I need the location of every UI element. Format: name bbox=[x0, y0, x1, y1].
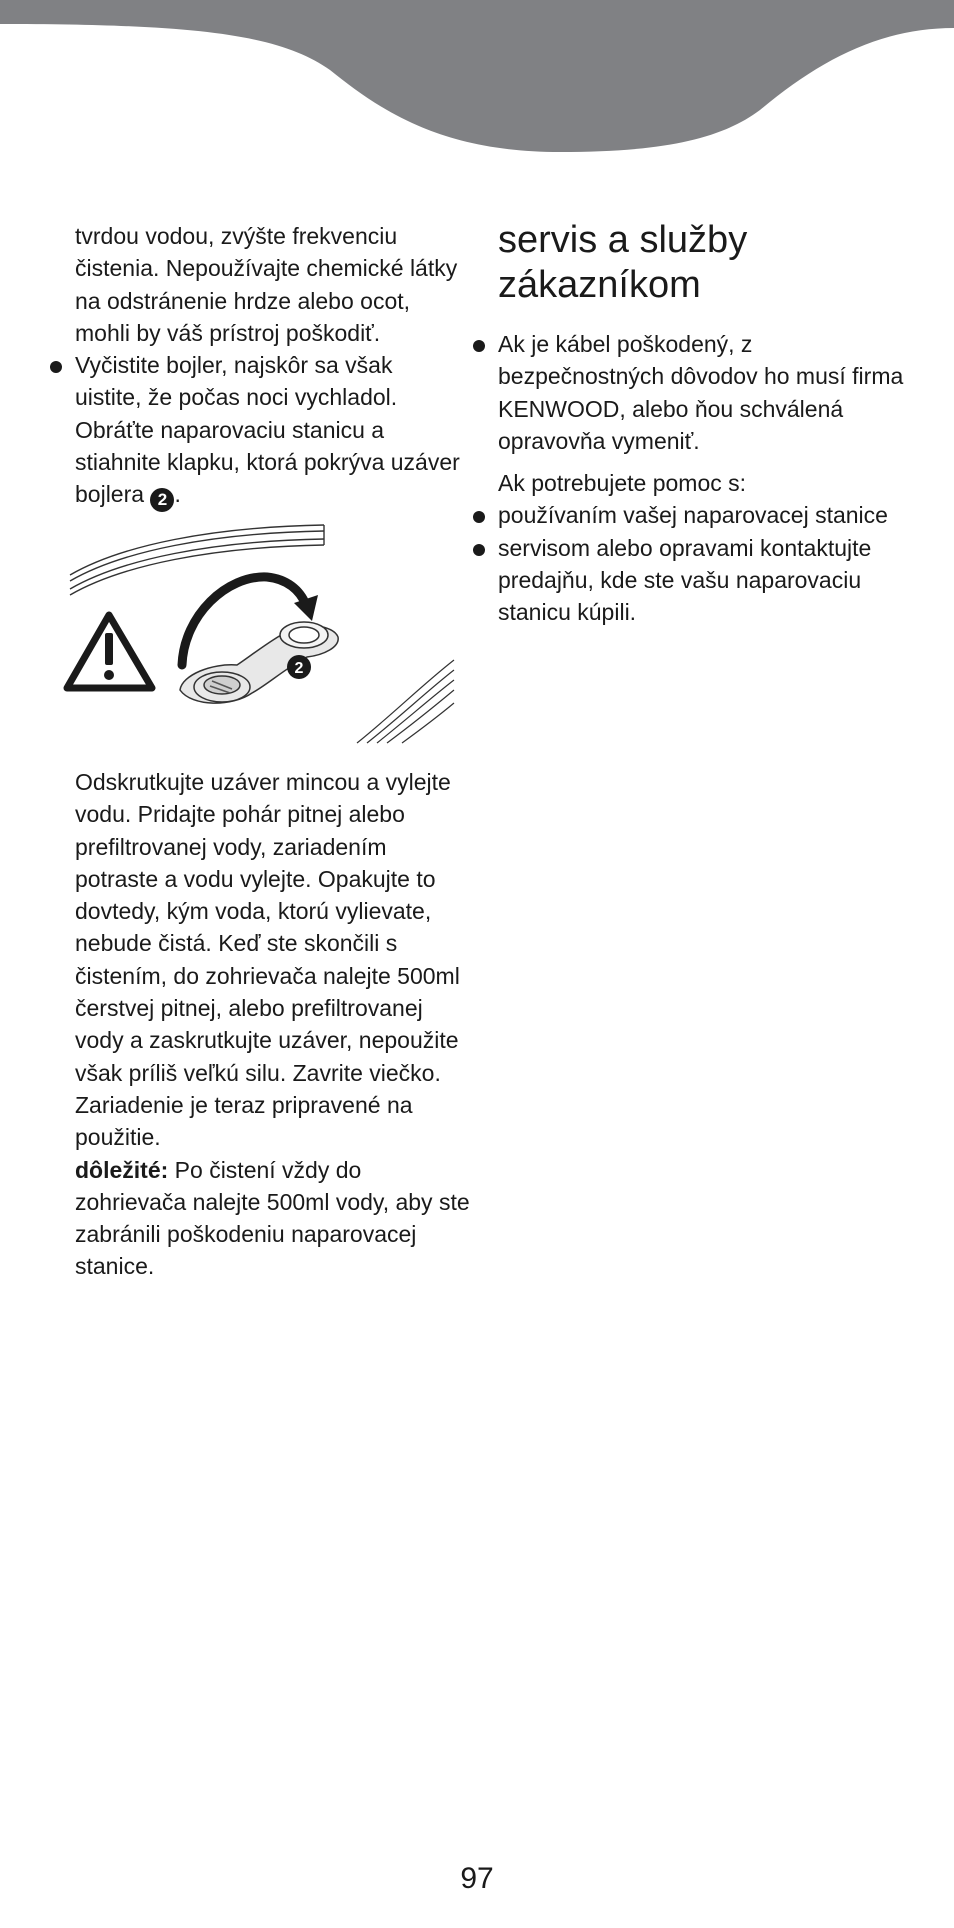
section-heading: servis a služby zákazníkom bbox=[498, 219, 748, 306]
cleaning-instructions bbox=[75, 766, 470, 1283]
bullet-damaged-cable: Ak je kábel poškodený, z bezpečnostných dôvodov ho musí firma KENWOOD, alebo ňou schválená opravovňa vymeniť. bbox=[498, 328, 908, 457]
header-wave-shape bbox=[0, 0, 954, 152]
warning-icon bbox=[67, 615, 152, 688]
paragraph-hard-water: tvrdou vodou, zvýšte frekvenciu čistenia. Nepoužívajte chemické látky na odstránenie hrdze alebo ocot, mohli by váš prístroj poškodiť. bbox=[75, 223, 458, 346]
paragraph-unscrew-cap: Odskrutkujte uzáver mincou a vylejte vodu. Pridajte pohár pitnej alebo prefiltrovanej vody, zariadením potraste a vodu vylejte. Opakujte to dovtedy, kým voda, ktorú vylievate, nebude čistá. Keď ste skončili s čistením, do zohrievača nalejte 500ml čerstvej pitnej, alebo prefiltrovanej vody a zaskrutkujte uzáver, nepoužite však príliš veľkú silu. Zavrite viečko. Zariadenie je teraz pripravené na použitie. bbox=[75, 769, 460, 1151]
figure-step-badge-label: 2 bbox=[294, 660, 304, 677]
right-column bbox=[498, 218, 908, 629]
important-text: Po čistení vždy do zohrievača nalejte 500ml vody, aby ste zabránili poškodeniu naparovacej stanice. bbox=[75, 1156, 470, 1280]
header-wave-band bbox=[0, 0, 954, 160]
help-intro: Ak potrebujete pomoc s: bbox=[498, 470, 747, 497]
figure-step-badge bbox=[287, 655, 311, 679]
bullet-service-help: servisom alebo opravami kontaktujte predajňu, kde ste vašu naparovaciu stanicu kúpili. bbox=[498, 532, 908, 629]
left-column bbox=[75, 220, 465, 512]
base-hatch-lines bbox=[357, 660, 454, 743]
bullet-clean-boiler bbox=[75, 349, 465, 512]
bullet-usage-help: používaním vašej naparovacej stanice bbox=[498, 499, 908, 531]
step-2-badge: 2 bbox=[150, 488, 174, 512]
boiler-cap bbox=[180, 622, 338, 703]
bullet-clean-boiler-end: . bbox=[174, 481, 181, 508]
paragraph-important bbox=[75, 1154, 470, 1283]
bullet-clean-boiler-text: Vyčistite bojler, najskôr sa však uistite, že počas noci vychladol. Obráťte naparovaciu stanicu a stiahnite klapku, ktorá pokrýva uzáver bojlera bbox=[75, 352, 460, 508]
page-number: 97 bbox=[460, 1862, 494, 1895]
important-label: dôležité: bbox=[75, 1156, 169, 1183]
boiler-cap-illustration bbox=[62, 515, 462, 745]
